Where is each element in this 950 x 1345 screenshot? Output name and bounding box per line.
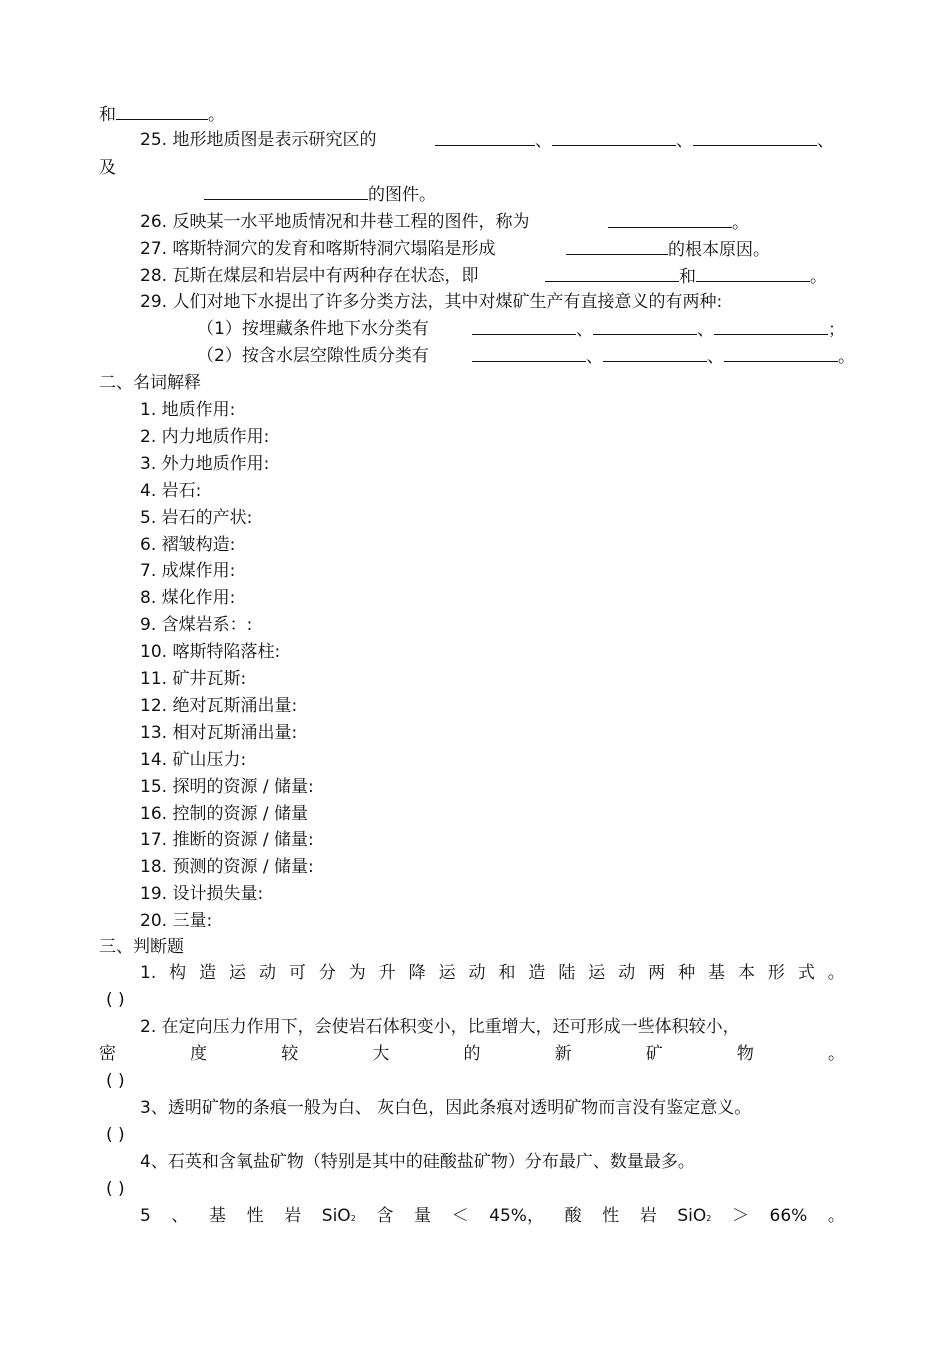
separator: 、 — [576, 320, 593, 340]
q25-blanks — [435, 130, 834, 151]
subscript: 2 — [350, 1214, 356, 1223]
term-item: 13. 相对瓦斯涌出量: — [140, 722, 298, 743]
separator: 、 — [676, 131, 693, 151]
spread-char: 和 — [498, 963, 516, 983]
q25-tail-line — [204, 184, 436, 205]
term-item: 20. 三量: — [140, 911, 213, 932]
section3-heading: 三、判断题 — [99, 937, 184, 957]
q5-sio2 — [322, 1206, 356, 1229]
q24-prefix: 和 — [99, 105, 116, 125]
separator: 、 — [707, 347, 724, 367]
spread-char: 矿 — [645, 1044, 663, 1064]
and-text: 和 — [679, 267, 696, 287]
spread-char: 动 — [618, 963, 636, 983]
answer-blank[interactable] — [545, 266, 679, 282]
sio-text: SiO — [677, 1206, 707, 1226]
answer-blank[interactable] — [603, 346, 707, 362]
term-item: 18. 预测的资源 / 储量: — [140, 857, 314, 878]
separator: 、 — [586, 347, 603, 367]
q28-line — [140, 266, 478, 286]
answer-blank[interactable] — [693, 130, 817, 146]
q5-word: 岩 — [284, 1206, 302, 1226]
q29-2-blanks — [472, 346, 855, 367]
term-item: 6. 褶皱构造: — [140, 534, 236, 555]
term-item: 1. 地质作用: — [140, 400, 236, 420]
q5-word: 基 — [209, 1206, 227, 1226]
answer-blank[interactable] — [714, 319, 828, 335]
separator: 、 — [817, 131, 834, 151]
answer-blank[interactable] — [472, 319, 576, 335]
spread-char: 形 — [767, 963, 785, 983]
answer-blank[interactable] — [724, 346, 838, 362]
answer-blank[interactable] — [608, 212, 732, 228]
term-item: 9. 含煤岩系：: — [140, 615, 253, 636]
term-item: 8. 煤化作用: — [140, 588, 236, 609]
tf-q1 — [140, 963, 845, 983]
q27-blank-line — [566, 239, 770, 260]
answer-blank[interactable] — [472, 346, 586, 362]
spread-char: 可 — [288, 963, 306, 983]
spread-char: 本 — [737, 963, 755, 983]
q5-word: 岩 — [639, 1206, 657, 1226]
q28-blank-line — [545, 266, 827, 287]
period: 。 — [208, 105, 225, 125]
spread-char: 陆 — [558, 963, 576, 983]
q5-word: 含 — [376, 1206, 394, 1226]
section2-heading: 二、名词解释 — [99, 373, 201, 393]
term-item: 3. 外力地质作用: — [140, 453, 270, 474]
answer-blank[interactable] — [116, 104, 208, 120]
spread-char: 大 — [372, 1044, 390, 1064]
q29-2-line — [197, 346, 429, 366]
tf-q3: 3、透明矿物的条痕一般为白、 灰白色，因此条痕对透明矿物而言没有鉴定意义。 — [140, 1098, 752, 1118]
spread-char: 。 — [828, 1044, 845, 1064]
spread-char: 新 — [554, 1044, 572, 1064]
spread-char: 升 — [378, 963, 396, 983]
spread-char: 1. — [140, 963, 157, 983]
term-item: 17. 推断的资源 / 储量: — [140, 830, 314, 851]
spread-char: 种 — [678, 963, 696, 983]
q26-line — [140, 212, 529, 232]
answer-blank[interactable] — [593, 319, 697, 335]
term-item: 19. 设计损失量: — [140, 884, 264, 905]
spread-char: 为 — [348, 963, 366, 983]
term-item: 2. 内力地质作用: — [140, 426, 270, 447]
q29-text: 29. 人们对地下水提出了许多分类方法，其中对煤矿生产有直接意义的有两种: — [140, 292, 723, 312]
spread-char: 较 — [281, 1044, 299, 1064]
q29-1-text: （1）按埋藏条件地下水分类有 — [197, 319, 429, 339]
tf-q2-paren[interactable]: ( ) — [106, 1071, 125, 1091]
spread-char: 物 — [736, 1044, 754, 1064]
term-item: 15. 探明的资源 / 储量: — [140, 776, 314, 797]
spread-char: 运 — [229, 963, 247, 983]
q29-line — [140, 292, 722, 312]
tf-q2-line2 — [99, 1044, 845, 1064]
sio-text: SiO — [321, 1206, 351, 1226]
q5-word: 酸 — [564, 1206, 582, 1226]
period: 。 — [810, 267, 827, 287]
q25-cont — [99, 158, 116, 178]
term-item: 10. 喀斯特陷落柱: — [140, 642, 281, 663]
tf-q1-paren[interactable]: ( ) — [106, 990, 125, 1010]
q5-end: 。 — [827, 1206, 845, 1226]
spread-char: 造 — [528, 963, 546, 983]
spread-char: 。 — [827, 963, 845, 983]
q27-line — [140, 239, 495, 259]
tf-q4: 4、石英和含氧盐矿物（特别是其中的硅酸盐矿物）分布最广、数量最多。 — [140, 1152, 695, 1172]
spread-char: 动 — [468, 963, 486, 983]
separator: 、 — [535, 131, 552, 151]
q25-cont-text: 及 — [99, 158, 116, 178]
q5-value: 66% — [769, 1206, 808, 1226]
q27-text: 27. 喀斯特洞穴的发育和喀斯特洞穴塌陷是形成 — [140, 239, 496, 259]
term-item: 7. 成煤作用: — [140, 561, 236, 582]
q28-text: 28. 瓦斯在煤层和岩层中有两种存在状态，即 — [140, 266, 479, 286]
q5-word: 性 — [602, 1206, 620, 1226]
tf-q5 — [140, 1206, 845, 1229]
term-item: 14. 矿山压力: — [140, 749, 247, 770]
spread-char: 运 — [588, 963, 606, 983]
answer-blank[interactable] — [204, 184, 368, 200]
spread-char: 的 — [463, 1044, 481, 1064]
term-item: 4. 岩石: — [140, 480, 202, 501]
q5-num: 5 — [140, 1206, 151, 1226]
spread-char: 降 — [408, 963, 426, 983]
term-item: 16. 控制的资源 / 储量 — [140, 803, 308, 824]
subscript: 2 — [706, 1214, 712, 1223]
answer-blank[interactable] — [696, 266, 810, 282]
q29-2-text: （2）按含水层空隙性质分类有 — [197, 346, 429, 366]
semicolon: ； — [828, 320, 845, 340]
answer-blank[interactable] — [566, 239, 668, 255]
tf-q2-line1: 2. 在定向压力作用下，会使岩石体积变小，比重增大，还可形成一些体积较小， — [140, 1017, 740, 1037]
q5-word: 性 — [246, 1206, 264, 1226]
spread-char: 密 — [99, 1044, 116, 1064]
term-item: 11. 矿井瓦斯: — [140, 669, 247, 689]
q5-sep: 、 — [171, 1206, 189, 1226]
q27-tail: 的根本原因。 — [668, 240, 770, 260]
answer-blank[interactable] — [552, 130, 676, 146]
q5-sio2-b — [677, 1206, 711, 1229]
spread-char: 两 — [648, 963, 666, 983]
spread-char: 动 — [258, 963, 276, 983]
tf-q3-paren[interactable]: ( ) — [106, 1125, 125, 1145]
q29-1-line — [197, 319, 429, 339]
spread-char: 式 — [797, 963, 815, 983]
period: 。 — [838, 347, 855, 367]
q25-text: 25. 地形地质图是表示研究区的 — [140, 130, 377, 150]
q5-value: 45%， — [489, 1206, 544, 1226]
tf-q4-paren[interactable]: ( ) — [106, 1179, 125, 1199]
q24-tail — [99, 104, 225, 125]
q25-tail: 的图件。 — [368, 185, 436, 205]
q29-1-blanks — [472, 319, 845, 340]
q5-gt: ＞ — [731, 1206, 749, 1226]
period: 。 — [732, 213, 749, 233]
q25-line — [140, 130, 376, 150]
spread-char: 运 — [438, 963, 456, 983]
spread-char: 基 — [708, 963, 726, 983]
spread-char: 造 — [199, 963, 217, 983]
spread-char: 构 — [169, 963, 187, 983]
spread-char: 度 — [190, 1044, 208, 1064]
q26-blank-line — [608, 212, 749, 233]
separator: 、 — [697, 320, 714, 340]
answer-blank[interactable] — [435, 130, 535, 146]
q5-word: 量 — [413, 1206, 431, 1226]
term-item: 12. 绝对瓦斯涌出量: — [140, 695, 298, 716]
spread-char: 分 — [318, 963, 336, 983]
q26-text: 26. 反映某一水平地质情况和井巷工程的图件，称为 — [140, 212, 530, 232]
term-item: 5. 岩石的产状: — [140, 507, 253, 528]
q5-lt: ＜ — [451, 1206, 469, 1226]
